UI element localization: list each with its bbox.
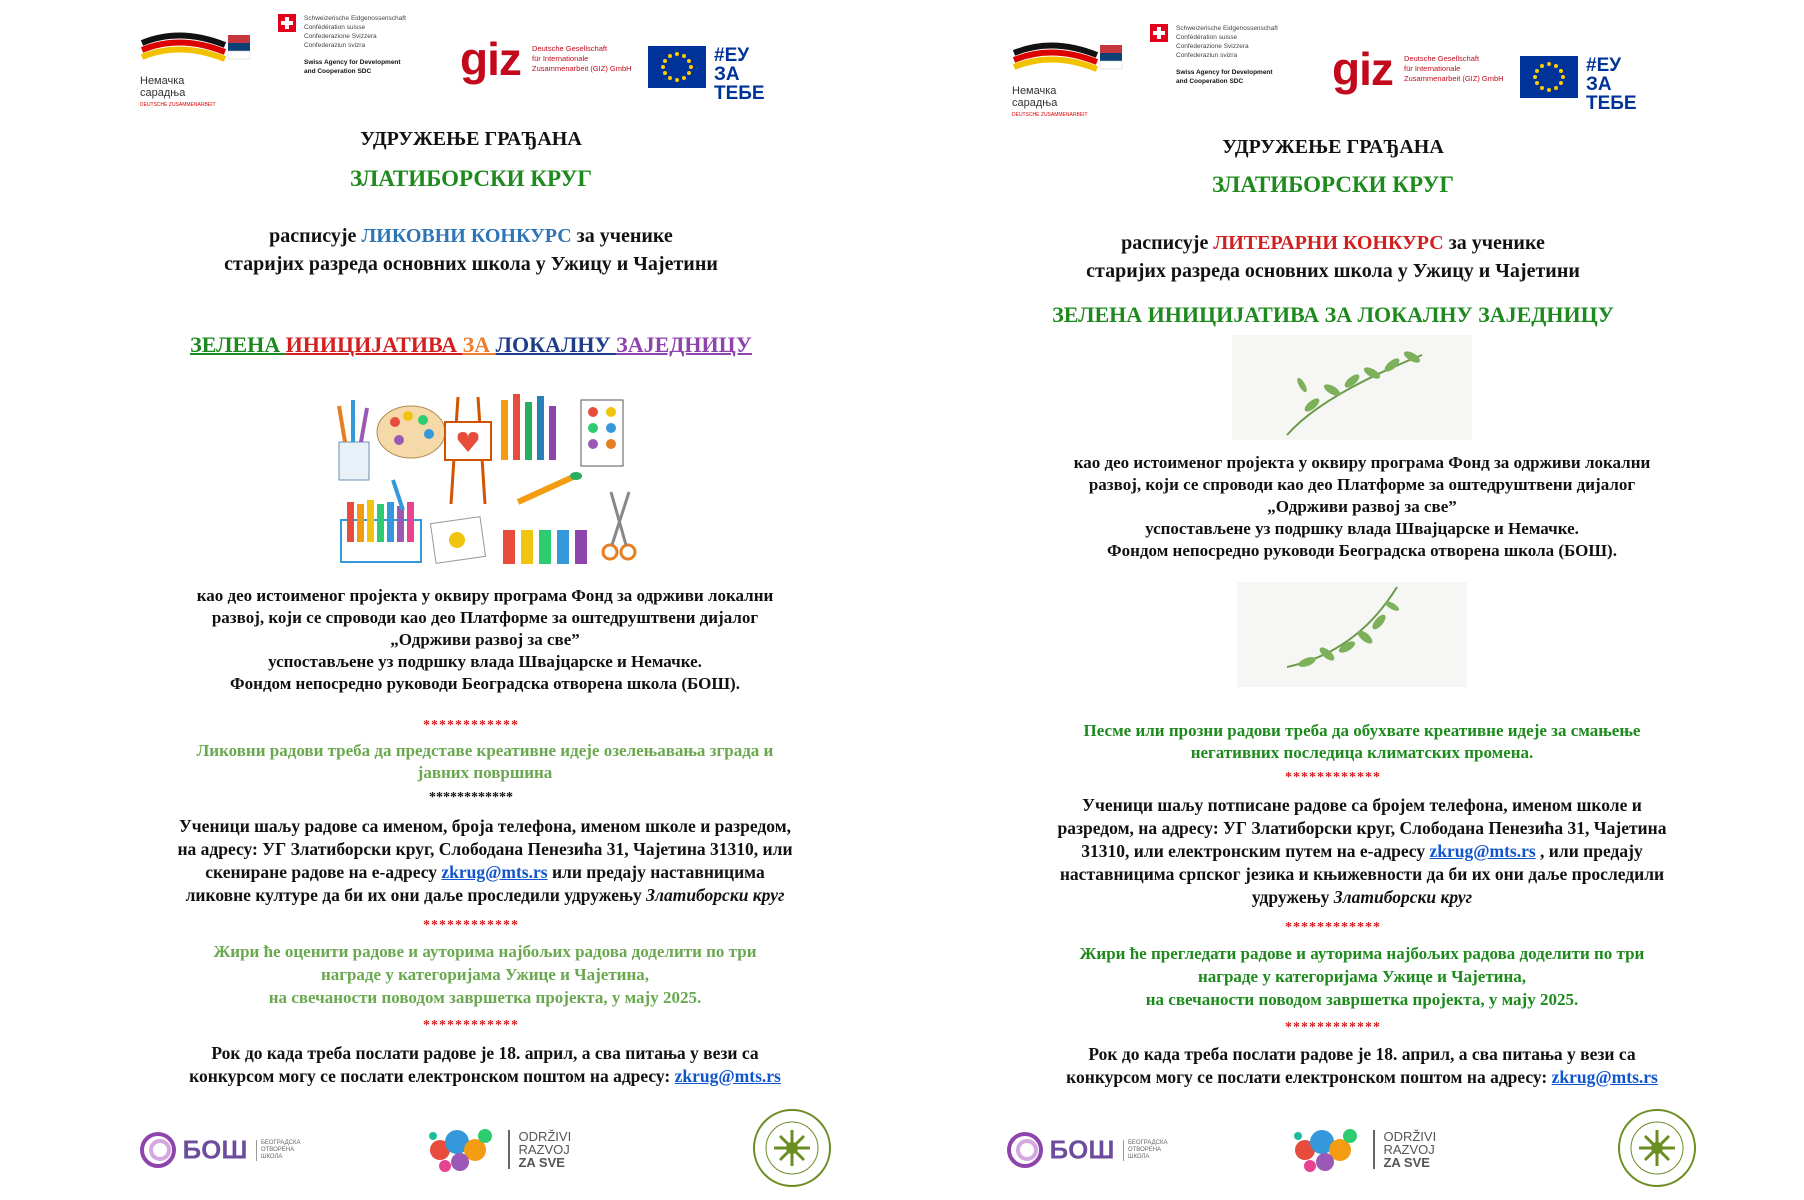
project-line5: Фондом непосредно руководи Београдска отворена школа (БОШ). <box>1107 541 1617 560</box>
theme-line2: јавних површина <box>417 763 553 782</box>
separator-stars-1: ************ <box>423 718 519 733</box>
swiss-line6: and Cooperation SDC <box>1176 78 1244 85</box>
org-type: УДРУЖЕЊЕ ГРАЂАНА <box>360 128 582 150</box>
announce-line2: старијих разреда основних школа у Ужицу и Чајетини <box>224 253 718 275</box>
submission-info <box>962 794 1762 909</box>
separator-stars-3: ************ <box>1285 1020 1381 1035</box>
project-line3: „Одрживи развој за све” <box>390 630 580 649</box>
bos-mark: БОШ <box>1049 1134 1115 1165</box>
odrzivi-razvoj-logo <box>425 1122 571 1177</box>
separator-stars-2: ************ <box>1285 920 1381 935</box>
jury-line2: награде у категоријама Ужице и Чајетина, <box>1197 967 1527 986</box>
rainbow-word-3: ЗА <box>462 332 496 357</box>
submit-line3-post: или предају наставницима <box>547 862 765 882</box>
submit-line2: на адресу: УГ Златиборски круг, Слободана Пенезића 31, Чајетина 31310, или <box>177 839 793 859</box>
footer-logos <box>0 1100 902 1200</box>
contest-title: ЛИКОВНИ КОНКУРС <box>361 225 572 247</box>
german-cooperation-logo <box>1012 35 1127 118</box>
bos-line1: БЕОГРАДСКА <box>1127 1139 1168 1146</box>
project-description <box>80 585 890 695</box>
german-flag-icon <box>140 25 255 70</box>
rainbow-word-1: ЗЕЛЕНА <box>190 332 286 357</box>
project-line3: „Одрживи развој за све” <box>1267 497 1457 516</box>
odrzivi-razvoj-logo <box>1290 1122 1436 1177</box>
theme-line1: Ликовни радови треба да представе креативне идеје озелењавања зграда и <box>196 741 774 760</box>
giz-mark: giz <box>1332 43 1393 95</box>
literary-theme <box>962 720 1762 764</box>
swiss-line5: Swiss Agency for Development <box>1176 69 1273 76</box>
initiative-title: ЗЕЛЕНА ИНИЦИЈАТИВА ЗА ЛОКАЛНУ ЗАЈЕДНИЦУ <box>1052 302 1614 327</box>
separator-stars-1: ************ <box>1285 770 1381 785</box>
bos-line2: ОТВОРЕНА <box>260 1146 295 1153</box>
submit-line5-pre: удружењу <box>1251 887 1334 907</box>
german-logo-line3: DEUTSCHE ZUSAMMENARBEIT <box>140 102 216 108</box>
rainbow-word-4: ЛОКАЛНУ <box>495 332 617 357</box>
announce-post: за ученике <box>1443 232 1545 254</box>
project-line4: успостављене уз подршку влада Швајцарске и Немачке. <box>268 652 702 671</box>
swiss-sdc-logo <box>278 14 428 76</box>
swiss-line2: Confédération suisse <box>1176 34 1238 41</box>
green-branch-illustration-1 <box>1232 335 1472 440</box>
submit-line1: Ученици шаљу потписане радове са бројем телефона, именом школе и <box>1082 795 1642 815</box>
bos-line1: БЕОГРАДСКА <box>260 1139 301 1146</box>
jury-info <box>962 942 1762 1011</box>
german-logo-line1: Немачка <box>1012 85 1057 97</box>
swiss-line4: Confederaziun svizra <box>304 42 366 49</box>
german-logo-line2: сарадња <box>140 87 186 99</box>
submit-line2: разредом, на адресу: УГ Златиборски круг, Слободана Пенезића 31, Чајетина <box>1057 818 1667 838</box>
swiss-line2: Confédération suisse <box>304 24 366 31</box>
org-name: ЗЛАТИБОРСКИ КРУГ <box>350 166 592 191</box>
separator-stars-4: ************ <box>423 1018 519 1033</box>
swiss-cross-icon <box>1150 24 1168 42</box>
right-page-literary-contest <box>902 0 1804 1200</box>
swiss-line1: Schweizerische Eidgenossenschaft <box>1176 25 1278 32</box>
submit-line3-post: , или предају <box>1535 841 1643 861</box>
rainbow-word-5: ЗАЈЕДНИЦУ <box>616 332 752 357</box>
odrzivi-line2: RAZVOJ <box>1383 1142 1435 1157</box>
submission-info <box>80 815 890 907</box>
german-cooperation-logo <box>140 25 255 108</box>
jury-line3: на свечаности поводом завршетка пројекта, у мају 2025. <box>1145 990 1579 1009</box>
odrzivi-line3: ZA SVE <box>1383 1155 1430 1170</box>
partner-logos-header <box>140 10 842 108</box>
german-flag-icon <box>1012 35 1127 80</box>
submit-line3-pre: скениране радове на е-адресу <box>205 862 442 882</box>
giz-line3: Zusammenarbeit (GIZ) GmbH <box>532 64 632 73</box>
odrzivi-line1: ODRŽIVI <box>518 1129 572 1144</box>
art-supplies-illustration <box>333 392 643 572</box>
german-logo-line3: DEUTSCHE ZUSAMMENARBEIT <box>1012 112 1088 118</box>
bos-line3: ШКОЛА <box>1127 1153 1150 1160</box>
deadline-line2-pre: конкурсом могу се послати електронском поштом на адресу: <box>1066 1067 1552 1087</box>
german-logo-line1: Немачка <box>140 75 185 87</box>
eu-for-you-logo <box>648 45 793 104</box>
bos-logo <box>138 1130 301 1170</box>
announce-pre: расписује <box>269 225 362 247</box>
project-line2: развој, који се спроводи као део Платформе за оштедруштвени дијалог <box>211 608 759 627</box>
eu-flag-icon <box>1520 56 1578 98</box>
org-name: ЗЛАТИБОРСКИ КРУГ <box>1212 172 1454 197</box>
swiss-cross-icon <box>278 14 296 32</box>
bos-mark: БОШ <box>182 1134 248 1165</box>
giz-line3: Zusammenarbeit (GIZ) GmbH <box>1404 74 1504 83</box>
separator-stars-2: ************ <box>429 790 513 805</box>
swiss-line3: Confederazione Svizzera <box>1176 43 1249 50</box>
initiative-title-rainbow <box>40 332 902 358</box>
deadline-line2-pre: конкурсом могу се послати електронском поштом на адресу: <box>189 1066 675 1086</box>
eu-line1: #ЕУ <box>1586 55 1622 76</box>
eu-line2: ЗА ТЕБЕ <box>1586 74 1637 114</box>
contest-title: ЛИТЕРАРНИ КОНКУРС <box>1213 232 1444 254</box>
footer-logos <box>902 1100 1804 1200</box>
eu-flag-icon <box>648 46 706 88</box>
colorful-dots-icon <box>425 1122 500 1177</box>
project-line5: Фондом непосредно руководи Београдска отворена школа (БОШ). <box>230 674 740 693</box>
org-type: УДРУЖЕЊЕ ГРАЂАНА <box>1222 136 1444 158</box>
jury-line2: награде у категоријама Ужице и Чајетина, <box>320 965 650 984</box>
giz-line2: für Internationale <box>532 54 589 63</box>
bos-swirl-icon <box>138 1130 178 1170</box>
jury-line1: Жири ће оценити радове и ауторима најбољих радова доделити по три <box>213 942 757 961</box>
deadline-line1: Рок до када треба послати радове је 18. април, а сва питања у вези са <box>1088 1044 1636 1064</box>
zlatiborski-krug-seal-icon <box>752 1108 832 1188</box>
project-line1: као део истоименог пројекта у оквиру програма Фонд за одрживи локални <box>196 586 774 605</box>
deadline-email-link[interactable]: zkrug@mts.rs <box>1551 1067 1658 1087</box>
submit-org-italic: Златиборски круг <box>646 885 785 905</box>
submit-org-italic: Златиборски круг <box>1333 887 1473 907</box>
green-branch-illustration-2 <box>1237 582 1467 687</box>
german-logo-line2: сарадња <box>1012 97 1058 109</box>
submit-line3-pre: 31310, или електронским путем на е-адресу <box>1081 841 1430 861</box>
submit-line1: Ученици шаљу радове са именом, броја телефона, именом школе и разредом, <box>178 816 792 836</box>
separator-stars-3: ************ <box>423 918 519 933</box>
bos-logo <box>1005 1130 1168 1170</box>
bos-line2: ОТВОРЕНА <box>1127 1146 1162 1153</box>
giz-line1: Deutsche Gesellschaft <box>1404 54 1480 63</box>
swiss-sdc-logo <box>1150 24 1300 86</box>
swiss-line5: Swiss Agency for Development <box>304 59 401 66</box>
announce-line1 <box>40 225 902 248</box>
odrzivi-line1: ODRŽIVI <box>1383 1129 1437 1144</box>
giz-mark: giz <box>460 33 521 85</box>
swiss-line3: Confederazione Svizzera <box>304 33 377 40</box>
colorful-dots-icon <box>1290 1122 1365 1177</box>
jury-line3: на свечаности поводом завршетка пројекта, у мају 2025. <box>268 988 702 1007</box>
theme-line2: негативних последица климатских промена. <box>1190 743 1534 762</box>
bos-swirl-icon <box>1005 1130 1045 1170</box>
jury-info <box>80 940 890 1009</box>
odrzivi-line3: ZA SVE <box>518 1155 565 1170</box>
swiss-line1: Schweizerische Eidgenossenschaft <box>304 15 406 22</box>
giz-line1: Deutsche Gesellschaft <box>532 44 608 53</box>
submit-line4-pre: ликовне културе да би их они даље проследили удружењу <box>185 885 647 905</box>
email-link[interactable]: zkrug@mts.rs <box>1429 841 1536 861</box>
art-theme <box>80 740 890 784</box>
deadline-info <box>962 1043 1762 1089</box>
eu-for-you-logo <box>1520 55 1665 114</box>
announce-line1 <box>902 232 1764 255</box>
giz-logo <box>1332 43 1512 98</box>
rainbow-word-2: ИНИЦИЈАТИВА <box>285 332 463 357</box>
giz-line2: für Internationale <box>1404 64 1461 73</box>
eu-line1: #ЕУ <box>714 45 750 66</box>
project-line1: као део истоименог пројекта у оквиру програма Фонд за одрживи локални <box>1073 453 1651 472</box>
bos-line3: ШКОЛА <box>260 1153 283 1160</box>
partner-logos-header-right <box>1012 20 1744 118</box>
eu-line2: ЗА ТЕБЕ <box>714 64 765 104</box>
giz-logo <box>460 33 640 88</box>
project-description <box>962 452 1762 562</box>
swiss-line4: Confederaziun svizra <box>1176 52 1238 59</box>
announce-post: за ученике <box>571 225 673 247</box>
deadline-info <box>80 1042 890 1088</box>
swiss-line6: and Cooperation SDC <box>304 68 372 75</box>
deadline-line1: Рок до када треба послати радове је 18. април, а сва питања у вези са <box>211 1043 759 1063</box>
odrzivi-line2: RAZVOJ <box>518 1142 570 1157</box>
theme-line1: Песме или прозни радови треба да обухвате креативне идеје за смањење <box>1083 721 1641 740</box>
zlatiborski-krug-seal-icon <box>1617 1108 1697 1188</box>
submit-line4: наставницима српског језика и књижевности да би их они даље проследили <box>1059 864 1665 884</box>
announce-line2: старијих разреда основних школа у Ужицу и Чајетини <box>1086 260 1580 282</box>
project-line4: успостављене уз подршку влада Швајцарске и Немачке. <box>1145 519 1579 538</box>
project-line2: развој, који се спроводи као део Платформе за оштедруштвени дијалог <box>1088 475 1636 494</box>
email-link[interactable]: zkrug@mts.rs <box>441 862 548 882</box>
jury-line1: Жири ће прегледати радове и ауторима најбољих радова доделити по три <box>1079 944 1645 963</box>
deadline-email-link[interactable]: zkrug@mts.rs <box>674 1066 781 1086</box>
announce-pre: расписује <box>1121 232 1214 254</box>
